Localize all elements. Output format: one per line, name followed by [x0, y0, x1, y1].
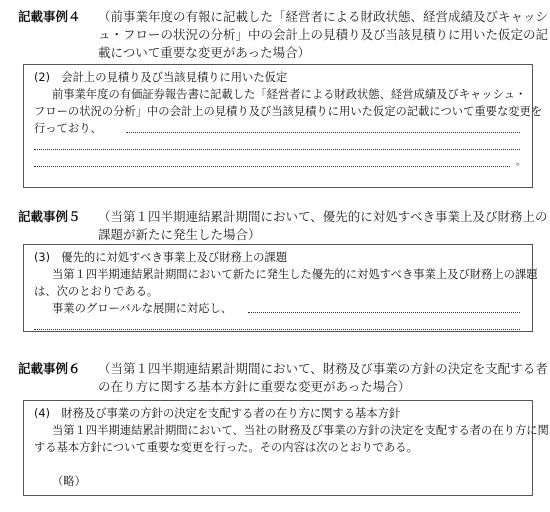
case4-body-line-1: 前事業年度の有価証券報告書に記載した「経営者による財政状態、経営成績及びキャッシュ・	[52, 88, 527, 101]
dotted-fill-line	[126, 132, 520, 133]
case5-body-line-3-text: 事業のグローバルな展開に対応し、	[52, 302, 233, 315]
case5-body-line-3	[34, 300, 524, 317]
case6-description: （当第１四半期連結累計期間において、財務及び事業の方針の決定を支配する者の在り方に関する基本方針に重要な変更があった場合）	[98, 361, 548, 394]
case5-label: 記載事例５	[18, 209, 81, 224]
case6-body-line-1: 当第１四半期連結累計期間において、当社の財務及び事業の方針の決定を支配する者の在り方に関	[52, 424, 549, 437]
dotted-fill-line	[34, 329, 520, 330]
blank-fill-line	[34, 137, 524, 154]
case6-label: 記載事例６	[18, 361, 81, 376]
case6-box	[23, 400, 549, 496]
case5-description: （当第１四半期連結累計期間において、優先的に対処すべき事業上及び財務上の課題が新たに発生した場合）	[98, 209, 548, 242]
dotted-fill-line	[248, 312, 520, 313]
case5-box	[23, 244, 538, 332]
case4-label: 記載事例４	[18, 9, 81, 24]
case4-body-line-3-text: 行っており、	[34, 122, 102, 135]
end-mark: 。	[516, 157, 526, 168]
blank-spacer	[34, 456, 524, 473]
dotted-fill-line	[34, 149, 520, 150]
dotted-fill-line	[34, 166, 510, 167]
case5-body-line-2: は、次のとおりである。	[34, 285, 159, 298]
case6-heading: (4) 財務及び事業の方針の決定を支配する者の在り方に関する基本方針	[34, 407, 401, 420]
case5-body-line-1: 当第１四半期連結累計期間において新たに発生した優先的に対処すべき事業上及び財務上の課題	[52, 268, 538, 281]
case6-omitted: （略）	[52, 475, 86, 488]
blank-fill-line	[34, 154, 524, 171]
case4-box	[23, 64, 543, 188]
blank-fill-line	[34, 317, 524, 334]
case4-heading: (2) 会計上の見積り及び当該見積りに用いた仮定	[34, 71, 288, 84]
case5-heading: (3) 優先的に対処すべき事業上及び財務上の課題	[34, 251, 288, 264]
case4-description: （前事業年度の有報に記載した「経営者による財政状態、経営成績及びキャッシュ・フローの状況の分析」中の会計上の見積り及び当該見積りに用いた仮定の記載について重要な変更があった場合）	[98, 9, 549, 60]
case4-body-line-3	[34, 120, 524, 137]
case6-body-line-2: する基本方針について重要な変更を行った。その内容は次のとおりである。	[34, 441, 418, 454]
case4-body-line-2: フローの状況の分析」中の会計上の見積り及び当該見積りに用いた仮定の記載について重要な変更を	[34, 105, 543, 118]
